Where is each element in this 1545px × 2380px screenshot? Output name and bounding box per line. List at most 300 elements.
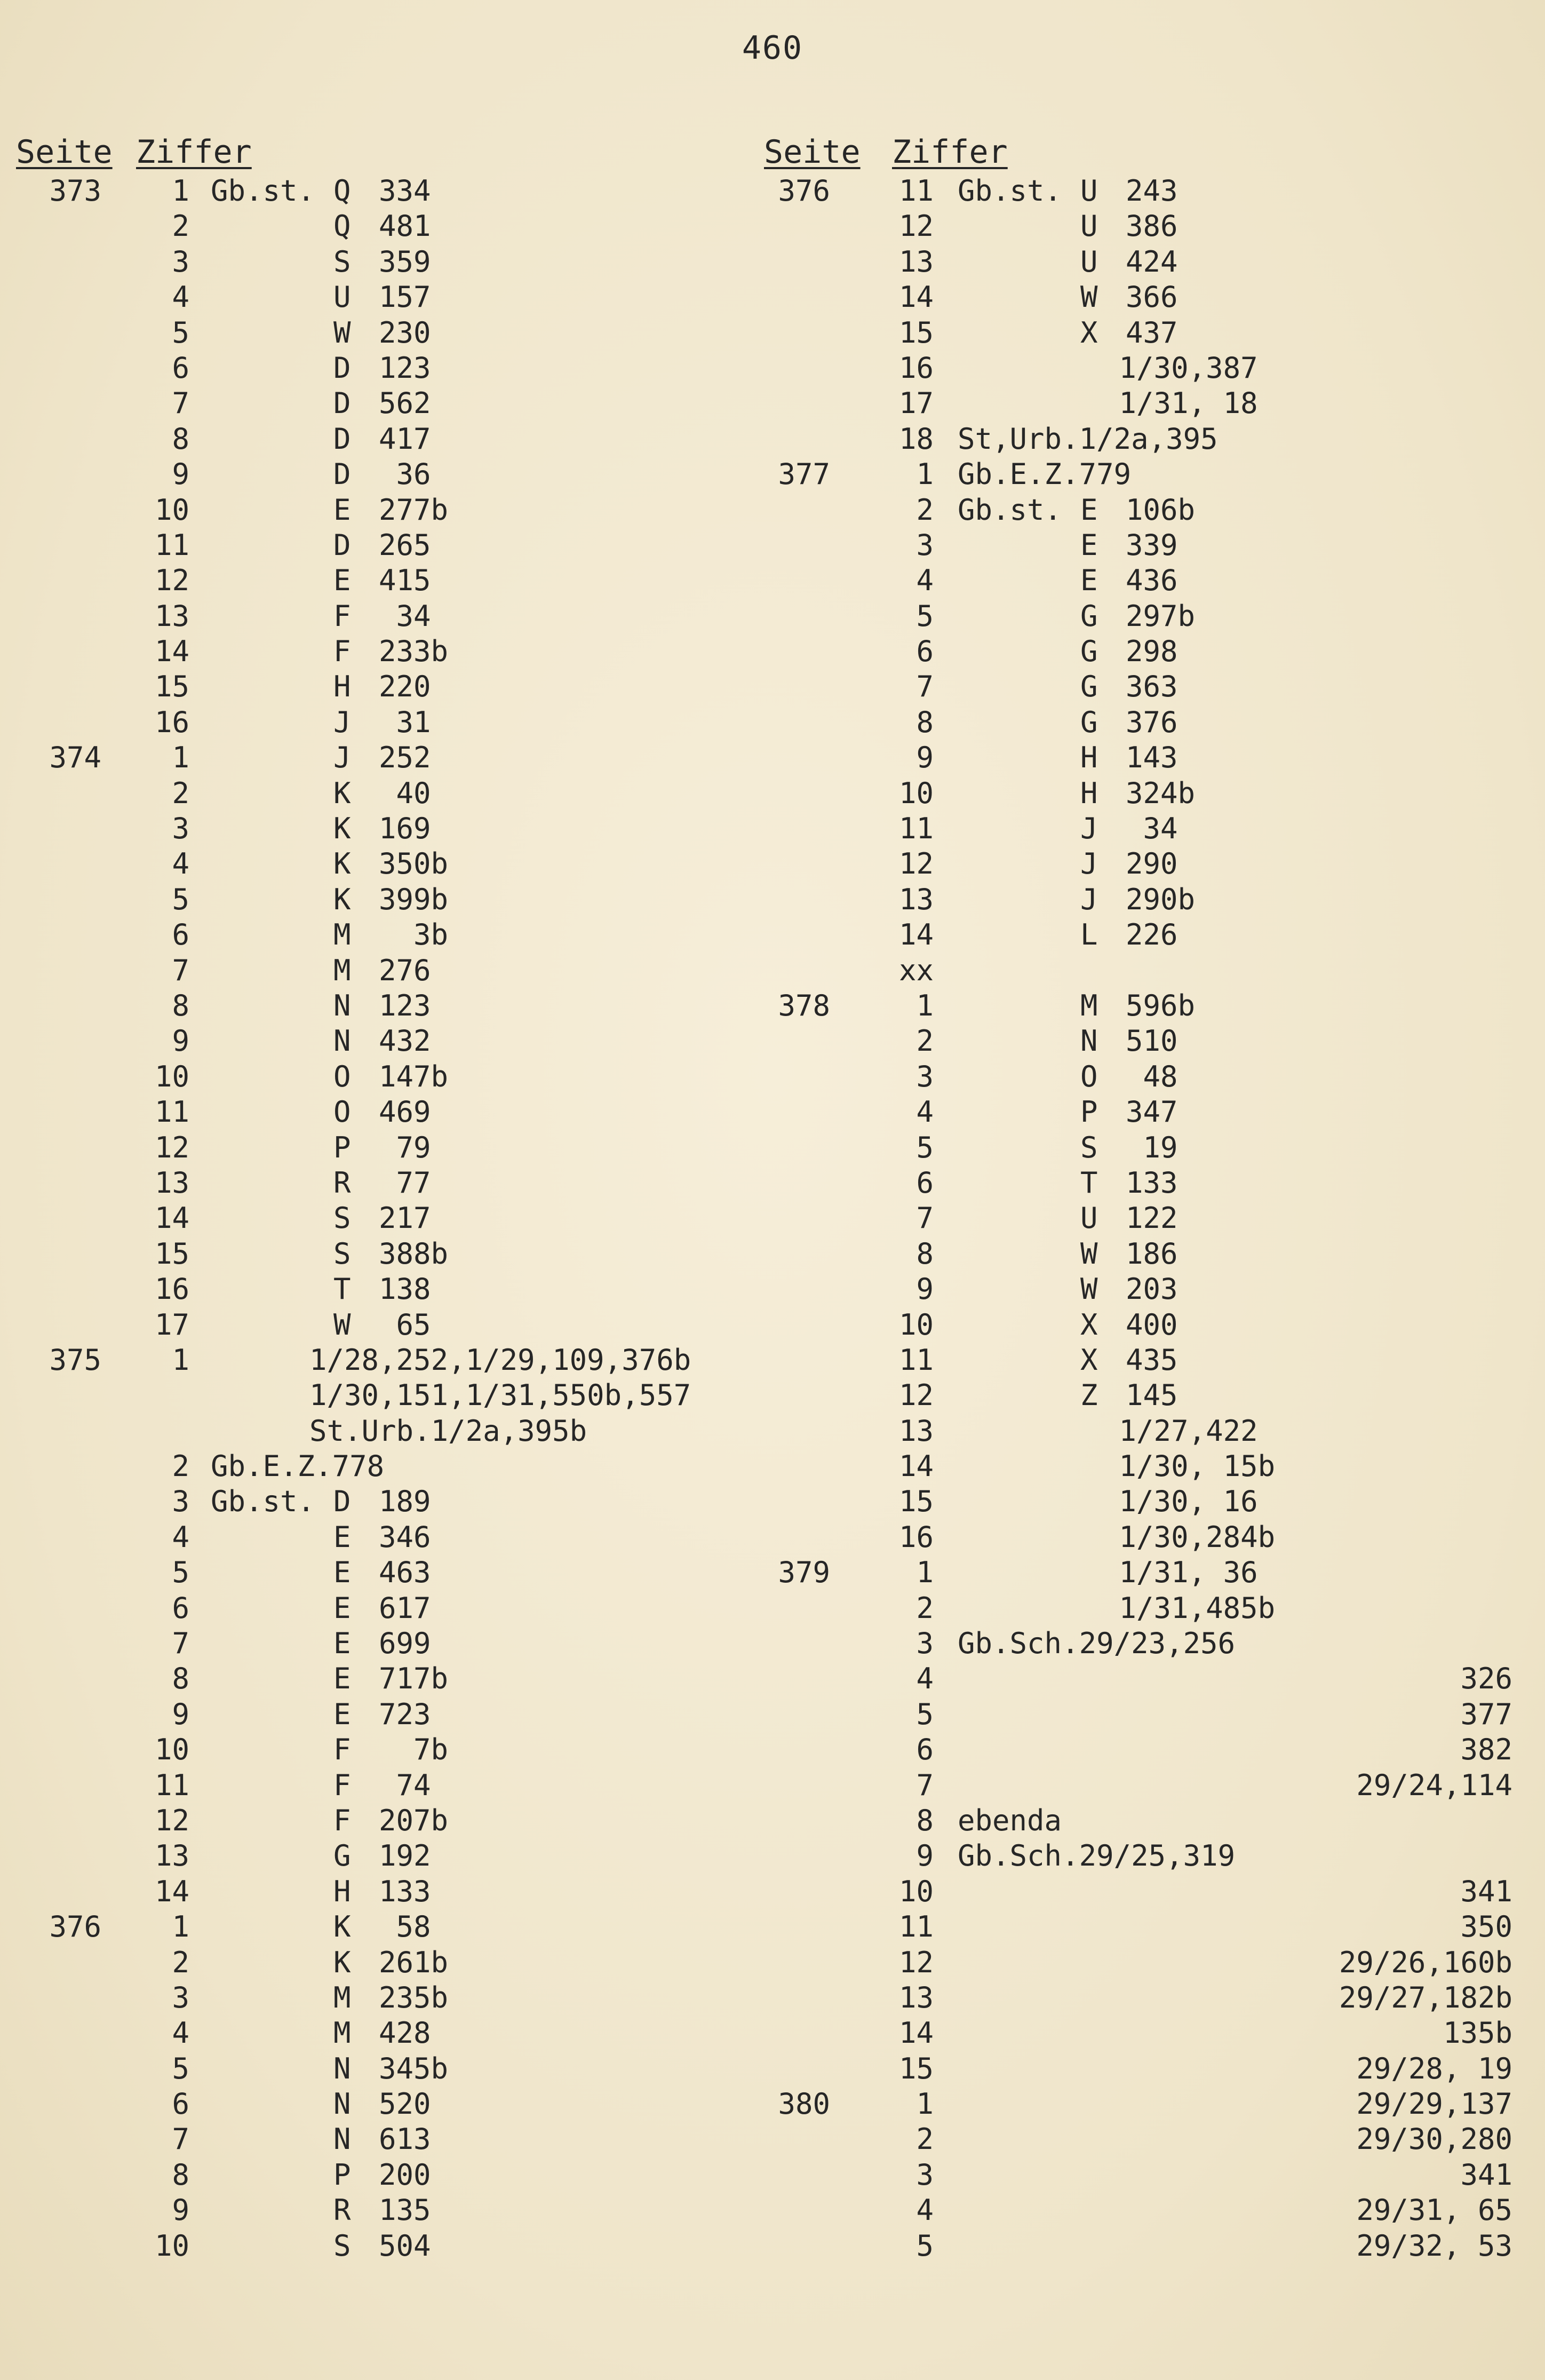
cell-num: 463 [379,1556,431,1590]
cell-ref: 382 [1460,1733,1512,1767]
index-row [747,1768,1520,1803]
cell-letter: O [333,1059,351,1093]
cell-group: Gb.st. [211,174,315,208]
index-row [0,493,768,528]
cell-ziffer: 5 [916,2228,934,2263]
cell-ziffer: 6 [172,351,189,385]
cell-letter: N [1080,1024,1098,1058]
cell-ziffer: 10 [154,2228,189,2263]
cell-num: 388b [379,1236,449,1271]
cell-ziffer: 3 [172,812,189,846]
left-index-column [0,173,768,2264]
cell-ziffer: 8 [916,1236,934,1271]
cell-letter: N [333,988,351,1022]
cell-ziffer: 13 [898,882,934,916]
cell-letter: H [333,1874,351,1908]
cell-seite: 376 [49,1910,101,1944]
cell-ziffer: 9 [916,1839,934,1873]
cell-ziffer: 6 [916,634,934,669]
cell-ziffer: 10 [898,776,934,810]
cell-letter: G [333,1839,351,1873]
cell-group: St,Urb.1/2a,395 [958,422,1218,456]
cell-seite: 380 [778,2087,830,2121]
index-row [747,209,1520,244]
index-row [0,846,768,882]
cell-ziffer: 5 [916,599,934,633]
cell-ref: 29/28, 19 [1356,2051,1512,2085]
index-row [747,1838,1520,1874]
cell-ziffer: 12 [898,1945,934,1979]
page-number: 460 [742,29,803,67]
cell-ziffer: 3 [916,2157,934,2192]
cell-num: 7b [379,1733,449,1767]
index-row [747,457,1520,492]
cell-ziffer: 1 [916,988,934,1022]
index-row [747,1520,1520,1555]
index-row [0,1945,768,1980]
cell-ziffer: 7 [172,1627,189,1661]
cell-num: 723 [379,1697,431,1731]
cell-letter: D [333,351,351,385]
index-row [747,1307,1520,1343]
cell-text: 1/30, 16 [1067,1485,1258,1519]
cell-num: 437 [1126,315,1178,350]
cell-letter: J [333,741,351,775]
index-row [747,386,1520,421]
cell-letter: K [333,847,351,881]
index-row [747,811,1520,846]
cell-ziffer: 14 [898,1449,934,1483]
right-header-ziffer: Ziffer [892,133,1008,171]
cell-num: 135 [379,2193,431,2227]
index-row [0,811,768,846]
cell-letter: U [1080,244,1098,279]
index-row [0,457,768,492]
index-row [0,1768,768,1803]
index-row [0,740,768,775]
index-row [0,1024,768,1059]
index-row [747,1909,1520,1945]
cell-num: 138 [379,1272,431,1306]
index-row [747,244,1520,280]
index-row [0,1520,768,1555]
cell-ziffer: 8 [172,1662,189,1696]
cell-num: 699 [379,1627,431,1661]
cell-num: 366 [1126,280,1178,314]
cell-letter: N [333,2087,351,2121]
cell-letter: D [333,386,351,421]
cell-ziffer: 14 [154,1201,189,1235]
cell-ziffer: 7 [172,953,189,987]
cell-text: 1/30,151,1/31,550b,557 [309,1378,691,1413]
cell-ziffer: 4 [172,2016,189,2050]
cell-ziffer: 5 [916,1130,934,1164]
cell-ref: 341 [1460,1874,1512,1908]
cell-seite: 379 [778,1556,830,1590]
cell-num: 79 [379,1130,431,1164]
cell-ziffer: 11 [154,528,189,562]
cell-letter: Q [333,174,351,208]
cell-letter: G [1080,634,1098,669]
cell-letter: J [1080,847,1098,881]
index-row [747,2051,1520,2087]
index-row [747,882,1520,917]
cell-ziffer: 6 [916,1165,934,1200]
cell-letter: U [1080,209,1098,243]
cell-ziffer: 8 [172,988,189,1022]
cell-num: 276 [379,953,431,987]
right-index-column [747,173,1520,2264]
index-row [0,1272,768,1307]
cell-group: ebenda [958,1803,1062,1837]
cell-letter: S [333,1236,351,1271]
index-row [747,315,1520,351]
cell-ziffer: 4 [916,2193,934,2227]
cell-num: 510 [1126,1024,1178,1058]
cell-ziffer: 2 [172,209,189,243]
cell-num: 145 [1126,1378,1178,1413]
cell-ziffer: 5 [172,1556,189,1590]
cell-ziffer: 11 [898,1343,934,1377]
index-row [0,1697,768,1732]
cell-seite: 377 [778,457,830,491]
index-row [0,1838,768,1874]
index-row [0,563,768,598]
cell-letter: U [333,280,351,314]
cell-letter: E [333,564,351,598]
index-row [0,1661,768,1696]
cell-ziffer: 10 [154,493,189,527]
cell-num: 220 [379,670,431,704]
index-row [0,2016,768,2051]
index-row [0,1980,768,2016]
cell-ziffer: 1 [172,1910,189,1944]
cell-group: Gb.Sch.29/25,319 [958,1839,1236,1873]
cell-letter: E [333,1556,351,1590]
index-row [0,705,768,740]
cell-num: 339 [1126,528,1178,562]
index-row [0,280,768,315]
index-row [0,669,768,704]
cell-ref: 135b [1443,2016,1512,2050]
index-row [747,2157,1520,2193]
cell-ziffer: 3 [172,244,189,279]
cell-ziffer: 11 [898,1910,934,1944]
cell-letter: U [1080,1201,1098,1235]
cell-letter: F [333,1803,351,1837]
cell-ziffer: 3 [172,1980,189,2014]
cell-letter: D [333,528,351,562]
cell-letter: U [1080,174,1098,208]
cell-letter: S [1080,1130,1098,1164]
cell-text: 1/30,284b [1067,1520,1276,1554]
index-row [0,315,768,351]
cell-letter: J [1080,882,1098,916]
index-row [0,528,768,563]
cell-letter: X [1080,1343,1098,1377]
index-row [0,953,768,988]
cell-ziffer: 6 [172,1591,189,1625]
index-row [0,1555,768,1590]
cell-text: 1/31,485b [1067,1591,1276,1625]
cell-num: 34 [1126,812,1178,846]
index-row [0,1130,768,1165]
index-row [747,1697,1520,1732]
cell-ziffer: 9 [172,2193,189,2227]
cell-num: 717b [379,1662,449,1696]
cell-letter: F [333,1733,351,1767]
cell-ziffer: 1 [916,2087,934,2121]
cell-ziffer: 15 [898,315,934,350]
cell-letter: K [333,1945,351,1979]
cell-ziffer: 11 [154,1095,189,1129]
cell-num: 400 [1126,1307,1178,1342]
cell-num: 186 [1126,1236,1178,1271]
cell-num: 415 [379,564,431,598]
index-row [0,1236,768,1272]
cell-num: 277b [379,493,449,527]
cell-letter: E [333,1591,351,1625]
index-row [747,953,1520,988]
index-row [0,2157,768,2193]
cell-ziffer: 12 [154,564,189,598]
index-row [747,1414,1520,1449]
cell-letter: D [333,457,351,491]
cell-ziffer: xx [898,953,934,987]
cell-ziffer: 14 [898,280,934,314]
cell-num: 230 [379,315,431,350]
cell-ziffer: 12 [898,1378,934,1413]
index-row [747,1874,1520,1909]
cell-ref: 29/29,137 [1356,2087,1512,2121]
cell-ziffer: 6 [172,918,189,952]
cell-ref: 29/32, 53 [1356,2228,1512,2263]
cell-ziffer: 12 [898,847,934,881]
cell-letter: G [1080,705,1098,739]
cell-num: 617 [379,1591,431,1625]
cell-num: 417 [379,422,431,456]
left-header-seite: Seite [16,133,113,171]
index-row [0,1732,768,1767]
cell-num: 106b [1126,493,1196,527]
index-row [747,493,1520,528]
cell-text: 1/30, 15b [1067,1449,1276,1483]
cell-ziffer: 14 [154,634,189,669]
cell-letter: M [333,953,351,987]
cell-ziffer: 16 [898,1520,934,1554]
index-row [0,1449,768,1484]
cell-ziffer: 7 [916,1768,934,1802]
index-row [747,988,1520,1024]
cell-ziffer: 13 [898,244,934,279]
cell-text: 1/30,387 [1067,351,1258,385]
index-row [747,1626,1520,1661]
cell-text: 1/31, 18 [1067,386,1258,421]
index-row [747,846,1520,882]
index-row [747,1449,1520,1484]
cell-num: 432 [379,1024,431,1058]
cell-num: 596b [1126,988,1196,1022]
index-row [0,1201,768,1236]
cell-num: 200 [379,2157,431,2192]
cell-ziffer: 16 [898,351,934,385]
cell-ziffer: 17 [154,1307,189,1342]
cell-ziffer: 13 [898,1414,934,1448]
cell-num: 147b [379,1059,449,1093]
cell-ziffer: 6 [916,1733,934,1767]
index-row [747,563,1520,598]
cell-ziffer: 4 [172,847,189,881]
cell-num: 346 [379,1520,431,1554]
cell-ziffer: 4 [172,280,189,314]
cell-num: 520 [379,2087,431,2121]
cell-letter: E [1080,564,1098,598]
cell-num: 504 [379,2228,431,2263]
cell-num: 350b [379,847,449,881]
index-row [0,1343,768,1378]
cell-num: 123 [379,988,431,1022]
cell-num: 469 [379,1095,431,1129]
cell-letter: K [333,776,351,810]
cell-ziffer: 5 [172,2051,189,2085]
cell-seite: 375 [49,1343,101,1377]
cell-num: 207b [379,1803,449,1837]
cell-ziffer: 10 [898,1874,934,1908]
cell-group: Gb.st. [958,174,1062,208]
cell-seite: 378 [778,988,830,1022]
index-row [747,740,1520,775]
cell-letter: X [1080,315,1098,350]
cell-letter: D [333,422,351,456]
index-row [747,2087,1520,2122]
index-row [0,1909,768,1945]
index-row [747,1732,1520,1767]
cell-ref: 341 [1460,2157,1512,2192]
cell-ziffer: 2 [172,776,189,810]
cell-ziffer: 7 [172,386,189,421]
index-row [747,917,1520,953]
right-header-seite: Seite [764,133,861,171]
cell-ziffer: 8 [916,705,934,739]
cell-ziffer: 18 [898,422,934,456]
cell-ziffer: 2 [916,493,934,527]
cell-letter: S [333,2228,351,2263]
cell-letter: R [333,1165,351,1200]
cell-num: 143 [1126,741,1178,775]
cell-letter: N [333,1024,351,1058]
cell-letter: J [333,705,351,739]
cell-ziffer: 1 [916,1556,934,1590]
index-row [747,1980,1520,2016]
cell-ziffer: 9 [172,457,189,491]
cell-ziffer: 2 [172,1945,189,1979]
cell-letter: N [333,2122,351,2156]
cell-ziffer: 15 [154,1236,189,1271]
cell-num: 226 [1126,918,1178,952]
cell-ziffer: 3 [916,1627,934,1661]
cell-ziffer: 2 [916,1024,934,1058]
cell-ziffer: 5 [172,315,189,350]
cell-num: 157 [379,280,431,314]
cell-ziffer: 15 [898,2051,934,2085]
cell-num: 48 [1126,1059,1178,1093]
cell-letter: W [333,1307,351,1342]
cell-num: 40 [379,776,431,810]
cell-group: Gb.E.Z.779 [958,457,1132,491]
index-row [747,1661,1520,1696]
index-row [747,1236,1520,1272]
cell-group: Gb.Sch.29/23,256 [958,1627,1236,1661]
index-row [747,1201,1520,1236]
cell-letter: E [1080,528,1098,562]
cell-num: 613 [379,2122,431,2156]
cell-letter: P [1080,1095,1098,1129]
cell-ziffer: 12 [154,1130,189,1164]
index-row [747,2016,1520,2051]
cell-num: 123 [379,351,431,385]
cell-num: 233b [379,634,449,669]
cell-ziffer: 1 [916,457,934,491]
cell-text: 1/28,252,1/29,109,376b [309,1343,691,1377]
cell-num: 334 [379,174,431,208]
cell-num: 436 [1126,564,1178,598]
cell-num: 265 [379,528,431,562]
index-row [0,2051,768,2087]
cell-ziffer: 12 [154,1803,189,1837]
cell-ziffer: 13 [154,1165,189,1200]
cell-letter: S [333,1201,351,1235]
cell-num: 386 [1126,209,1178,243]
cell-num: 424 [1126,244,1178,279]
cell-num: 359 [379,244,431,279]
index-row [0,1591,768,1626]
cell-num: 31 [379,705,431,739]
cell-ziffer: 11 [154,1768,189,1802]
cell-ziffer: 15 [154,670,189,704]
index-row [747,1059,1520,1094]
index-row [747,528,1520,563]
cell-letter: N [333,2051,351,2085]
cell-num: 243 [1126,174,1178,208]
index-row [747,1945,1520,1980]
index-row [0,386,768,421]
cell-letter: W [1080,1236,1098,1271]
cell-ziffer: 2 [916,1591,934,1625]
cell-num: 58 [379,1910,431,1944]
index-row [0,1165,768,1201]
cell-ref: 29/24,114 [1356,1768,1512,1802]
cell-ziffer: 7 [916,1201,934,1235]
cell-letter: P [333,1130,351,1164]
index-row [747,1484,1520,1519]
cell-letter: P [333,2157,351,2192]
index-row [0,2228,768,2264]
cell-letter: W [333,315,351,350]
cell-ziffer: 16 [154,1272,189,1306]
cell-ref: 326 [1460,1662,1512,1696]
cell-ziffer: 9 [916,1272,934,1306]
cell-num: 481 [379,209,431,243]
index-row [747,634,1520,669]
index-row [747,173,1520,209]
cell-ziffer: 3 [916,528,934,562]
cell-letter: K [333,812,351,846]
index-row [0,776,768,811]
index-row [0,2087,768,2122]
cell-num: 133 [379,1874,431,1908]
cell-letter: S [333,244,351,279]
index-row [0,2193,768,2228]
